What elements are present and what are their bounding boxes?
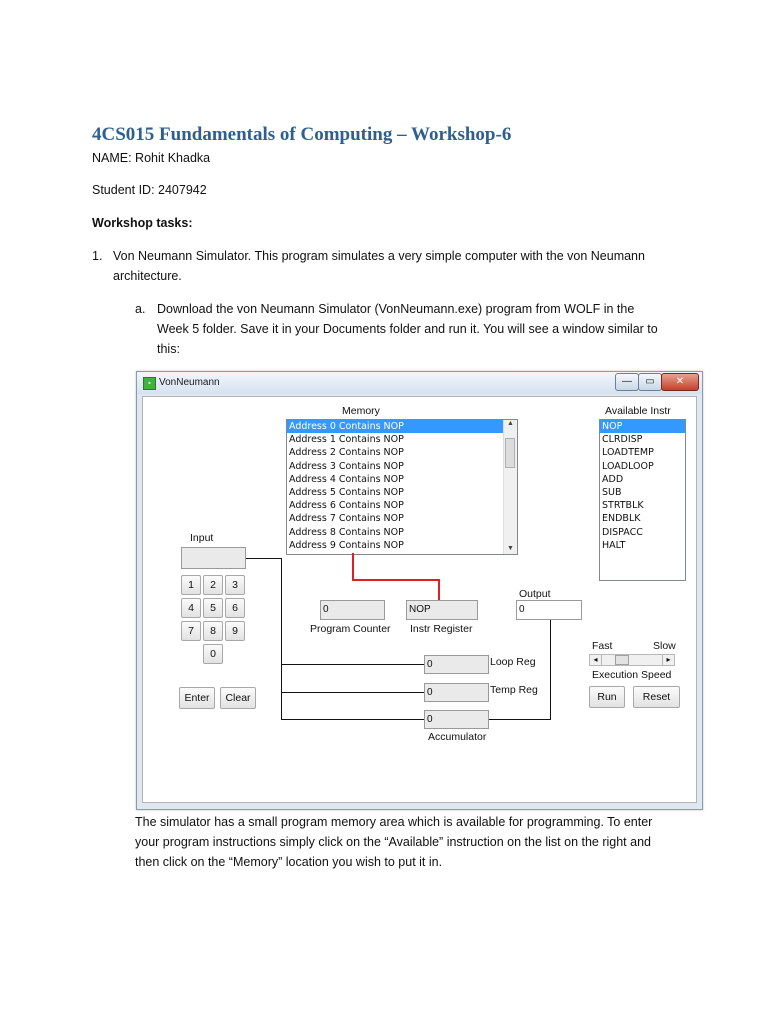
memory-item[interactable]: Address 0 Contains NOP (287, 420, 503, 433)
key-4-button[interactable]: 4 (181, 598, 201, 618)
window-client-area (142, 396, 697, 803)
slider-right-arrow-icon[interactable]: ▸ (662, 655, 674, 665)
available-instr-item[interactable]: LOADTEMP (602, 447, 654, 459)
student-id-line: Student ID: 2407942 (92, 183, 207, 197)
memory-item[interactable]: Address 3 Contains NOP (289, 460, 404, 472)
memory-item[interactable]: Address 4 Contains NOP (289, 473, 404, 485)
item-1-line-1: Von Neumann Simulator. This program simulates a very simple computer with the von Neumann (113, 249, 645, 263)
key-8-button[interactable]: 8 (203, 621, 223, 641)
memory-item[interactable]: Address 6 Contains NOP (289, 500, 404, 512)
available-instr-item[interactable]: NOP (600, 420, 685, 433)
fast-label: Fast (592, 640, 613, 652)
bus-line (489, 719, 551, 720)
item-1-number: 1. (92, 249, 103, 263)
after-line-1: The simulator has a small program memory area which is available for programming. To enter (135, 815, 653, 829)
program-counter-field: 0 (320, 600, 385, 620)
key-7-button[interactable]: 7 (181, 621, 201, 641)
slow-label: Slow (653, 640, 676, 652)
simulator-window (136, 371, 703, 810)
memory-list[interactable] (286, 419, 518, 555)
app-icon: ▪ (143, 377, 156, 390)
memory-item[interactable]: Address 7 Contains NOP (289, 513, 404, 525)
available-instr-item[interactable]: ADD (602, 473, 624, 485)
item-a-line-1: Download the von Neumann Simulator (VonNeumann.exe) program from WOLF in the (157, 302, 635, 316)
after-line-2: your program instructions simply click on the “Available” instruction on the list on the right and (135, 835, 651, 849)
control-line (352, 553, 354, 581)
bus-line (281, 719, 424, 720)
available-instr-list[interactable] (599, 419, 686, 581)
slider-thumb[interactable] (615, 655, 629, 665)
key-1-button[interactable]: 1 (181, 575, 201, 595)
key-9-button[interactable]: 9 (225, 621, 245, 641)
control-line (438, 579, 440, 600)
minimize-button[interactable]: — (615, 373, 639, 391)
document-title: 4CS015 Fundamentals of Computing – Workshop-6 (92, 124, 512, 145)
scroll-down-icon[interactable]: ▼ (507, 545, 514, 552)
memory-item[interactable]: Address 2 Contains NOP (289, 447, 404, 459)
scroll-thumb[interactable] (505, 438, 515, 468)
item-a-line-3: this: (157, 342, 180, 356)
memory-item[interactable]: Address 1 Contains NOP (289, 434, 404, 446)
key-5-button[interactable]: 5 (203, 598, 223, 618)
scroll-up-icon[interactable]: ▲ (507, 420, 514, 427)
window-titlebar (137, 372, 702, 394)
memory-scrollbar[interactable] (503, 420, 517, 554)
available-instr-item[interactable]: LOADLOOP (602, 460, 654, 472)
bus-line (246, 558, 282, 559)
program-counter-label: Program Counter (310, 623, 391, 635)
loop-reg-label: Loop Reg (490, 656, 536, 668)
memory-rows (287, 420, 503, 552)
execution-speed-slider[interactable] (589, 654, 675, 666)
key-3-button[interactable]: 3 (225, 575, 245, 595)
key-2-button[interactable]: 2 (203, 575, 223, 595)
bus-line (281, 692, 424, 693)
memory-label: Memory (342, 405, 380, 417)
instr-register-field: NOP (406, 600, 478, 620)
tasks-heading: Workshop tasks: (92, 216, 193, 230)
maximize-button[interactable]: ▭ (638, 373, 662, 391)
run-button[interactable]: Run (589, 686, 625, 708)
bus-line (281, 558, 282, 720)
temp-reg-field: 0 (424, 683, 489, 702)
available-instr-label: Available Instr (605, 405, 671, 417)
available-instr-item[interactable]: CLRDISP (602, 434, 643, 446)
enter-button[interactable]: Enter (179, 687, 215, 709)
slider-left-arrow-icon[interactable]: ◂ (590, 655, 602, 665)
available-instr-item[interactable]: ENDBLK (602, 513, 641, 525)
item-a-letter: a. (135, 302, 146, 316)
available-instr-item[interactable]: STRTBLK (602, 500, 644, 512)
input-field[interactable] (181, 547, 246, 569)
close-button[interactable]: ✕ (661, 373, 699, 391)
available-instr-item[interactable]: HALT (602, 539, 626, 551)
memory-item[interactable]: Address 9 Contains NOP (289, 539, 404, 551)
reset-button[interactable]: Reset (633, 686, 680, 708)
item-a-line-2: Week 5 folder. Save it in your Documents folder and run it. You will see a window similar to (157, 322, 658, 336)
available-instr-item[interactable]: SUB (602, 486, 622, 498)
clear-button[interactable]: Clear (220, 687, 256, 709)
control-line (352, 579, 440, 581)
memory-item[interactable]: Address 8 Contains NOP (289, 526, 404, 538)
accumulator-label: Accumulator (428, 731, 487, 743)
name-line: NAME: Rohit Khadka (92, 151, 211, 165)
window-title: VonNeumann (159, 377, 220, 388)
available-instr-item[interactable]: DISPACC (602, 526, 643, 538)
accumulator-field: 0 (424, 710, 489, 729)
output-field: 0 (516, 600, 582, 620)
bus-line (550, 619, 551, 720)
bus-line (281, 664, 424, 665)
key-6-button[interactable]: 6 (225, 598, 245, 618)
instr-register-label: Instr Register (410, 623, 473, 635)
key-0-button[interactable]: 0 (203, 644, 223, 664)
memory-item[interactable]: Address 5 Contains NOP (289, 486, 404, 498)
execution-speed-label: Execution Speed (592, 669, 672, 681)
output-label: Output (519, 588, 551, 600)
loop-reg-field: 0 (424, 655, 489, 674)
after-line-3: then click on the “Memory” location you wish to put it in. (135, 855, 443, 869)
item-1-line-2: architecture. (113, 269, 182, 283)
available-rows (600, 420, 685, 552)
temp-reg-label: Temp Reg (490, 684, 538, 696)
input-label: Input (190, 532, 214, 544)
